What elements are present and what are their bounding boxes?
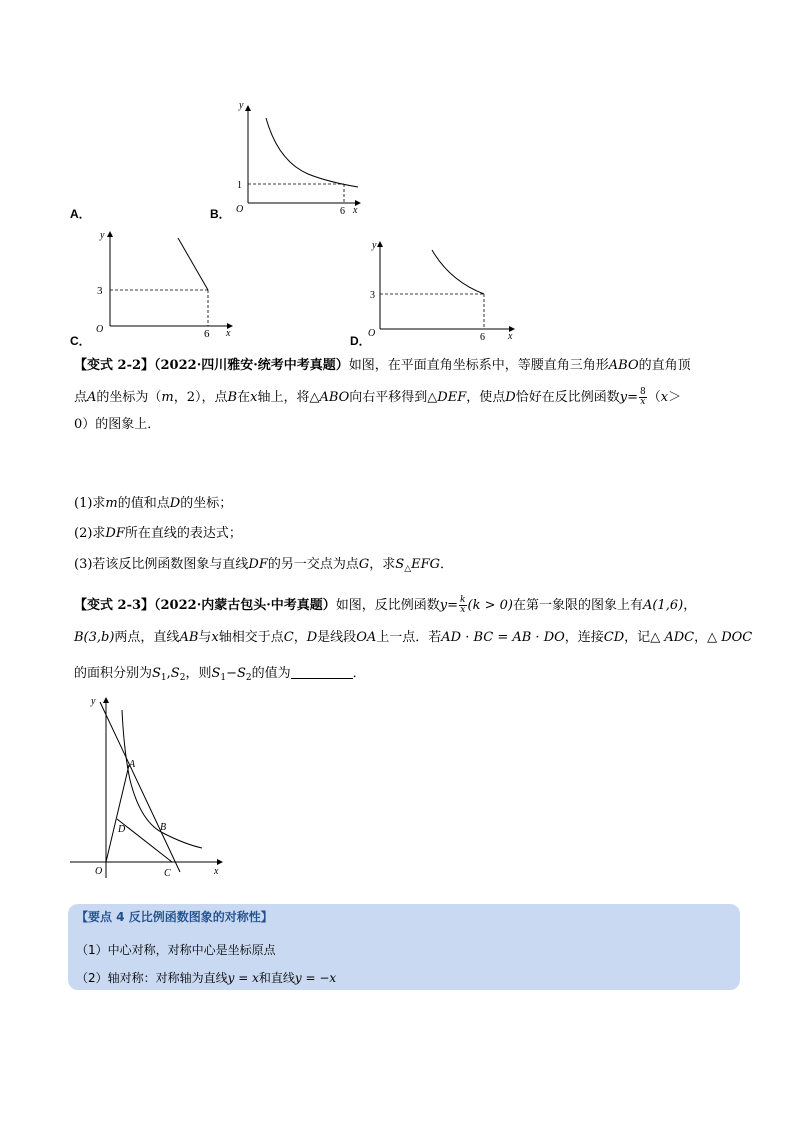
math-x: x (250, 390, 258, 405)
option-c-label: C． (70, 334, 91, 348)
text: ，求 (369, 557, 396, 572)
math-sub: 2 (245, 673, 252, 683)
variant-2-3-tag: 【变式 2-3】 (74, 598, 155, 613)
question-3 (74, 555, 744, 579)
text: 两点，直线 (114, 630, 180, 645)
option-a-label: A． (70, 207, 91, 221)
text: 的坐标为（ (96, 390, 162, 405)
text: ，2），点 (173, 390, 228, 405)
text: ，则 (185, 666, 212, 681)
graph-b-curve (266, 118, 358, 187)
text: ． (352, 666, 366, 681)
graph-c-x-label: x (226, 328, 231, 338)
variant-2-3-line1 (74, 596, 744, 616)
option-b-label: B． (210, 207, 231, 221)
math-x: x (660, 390, 669, 405)
math-abo: ABO (319, 390, 350, 405)
graph-c-y-label: y (100, 230, 105, 241)
text: ，记 (624, 630, 651, 645)
math-oa: OA (356, 630, 377, 645)
text: 恰好在反比例函数 (515, 390, 620, 405)
math-s: S (237, 666, 246, 681)
point-d-label: D (118, 824, 126, 835)
graph-e-origin: O (95, 866, 103, 877)
text: 如图，在平面直角坐标系中，等腰直角三角形 (348, 358, 609, 373)
math-y-eq-x: y = x (227, 971, 259, 985)
math-abo: ABO (608, 358, 639, 373)
graph-d (360, 236, 520, 340)
variant-2-3-source: （2022·内蒙古包头·中考真题） (154, 598, 336, 613)
keypoint-line-2 (76, 969, 336, 986)
math-s: S (170, 666, 180, 681)
math-a: A (87, 390, 97, 405)
point-c-label: C (164, 868, 171, 879)
math-c: C (283, 630, 294, 645)
text: (1)求 (74, 496, 106, 511)
frac-num: 8 (639, 387, 646, 397)
math-sub: 2 (179, 673, 186, 683)
math-def: DEF (437, 390, 467, 405)
math-cd: CD (603, 630, 625, 645)
graph-b-x-label: x (353, 205, 358, 216)
math-s: S (152, 666, 161, 681)
text: ， (293, 630, 307, 645)
math-m: m (161, 390, 174, 405)
text: ， (683, 598, 697, 613)
fraction-k-over-x (459, 596, 466, 615)
text: 在 (237, 390, 251, 405)
question-1 (74, 494, 744, 514)
frac-den: x (460, 605, 466, 615)
answer-blank[interactable] (291, 666, 353, 679)
text: 的面积分别为 (74, 666, 153, 681)
question-2 (74, 524, 744, 544)
math-condition: (k > 0) (467, 598, 513, 613)
line-ab (100, 702, 180, 872)
segment-oa (106, 765, 129, 862)
math-y: y (619, 390, 628, 405)
graph-d-tick-x: 6 (480, 332, 485, 340)
graph-d-x-label: x (508, 331, 513, 340)
graph-e-x-label: x (214, 866, 219, 877)
text: , (166, 666, 171, 681)
variant-2-3-line3 (74, 664, 744, 688)
text: 向右平移得到△ (349, 390, 438, 405)
math-efg: EFG (411, 557, 441, 572)
point-b-label: B (160, 822, 167, 833)
option-d-label: D． (350, 334, 371, 348)
math-minus: − (226, 666, 237, 681)
graph-d-tick-y: 3 (370, 290, 375, 301)
math-y: y (439, 598, 448, 613)
math-y-eq-neg-x: y = −x (294, 971, 337, 985)
keypoint-line-1: （1）中心对称，对称中心是坐标原点 (76, 943, 276, 957)
text: ． (440, 557, 454, 572)
math-sub: 1 (220, 673, 227, 683)
graph-c-tick-y: 3 (97, 285, 103, 297)
text: （ (647, 390, 661, 405)
text: 的另一交点为点 (267, 557, 359, 572)
math-eq: = (447, 598, 459, 613)
graph-d-origin: O (368, 328, 376, 339)
graph-b-tick-x: 6 (340, 206, 345, 217)
math-eq: = (627, 390, 638, 405)
math-s: S (211, 666, 221, 681)
variant-2-2-tag: 【变式 2-2】 (74, 358, 155, 373)
text: 所在直线的表达式； (124, 526, 242, 541)
frac-den: x (640, 397, 646, 407)
variant-2-2-line1 (74, 356, 744, 376)
text: 点 (74, 390, 88, 405)
math-b: B (227, 390, 238, 405)
fraction-8-over-x (639, 388, 647, 407)
graph-b-tick-y: 1 (237, 180, 242, 191)
graph-e-y-label: y (91, 696, 96, 707)
text: 的坐标； (180, 496, 233, 511)
math-triangle-doc: △ DOC (707, 630, 753, 645)
graph-variant-2-3 (66, 692, 230, 882)
text: ，使点 (466, 390, 506, 405)
text: 是线段 (317, 630, 357, 645)
math-d: D (505, 390, 516, 405)
math-df: DF (248, 557, 268, 572)
text: 的值和点 (117, 496, 170, 511)
keypoint-title: 【要点 4 反比例函数图象的对称性】 (76, 910, 273, 924)
math-sub-triangle: △ (404, 564, 412, 574)
graph-c (90, 226, 240, 338)
text: 上一点．若 (376, 630, 442, 645)
math-x: x (211, 630, 219, 645)
graph-b-origin: O (236, 204, 244, 215)
text: 如图，反比例函数 (335, 598, 440, 613)
math-point-a: A(1,6) (642, 598, 684, 613)
text: (3)若该反比例函数图象与直线 (74, 557, 249, 572)
text: ＞ (668, 390, 682, 405)
math-equation: AD · BC = AB · DO (441, 630, 565, 645)
text: 与 (198, 630, 212, 645)
math-g: G (358, 557, 370, 572)
text: ，连接 (564, 630, 604, 645)
variant-2-3-line2 (74, 628, 753, 648)
frac-num: k (460, 595, 466, 605)
math-ab: AB (179, 630, 199, 645)
math-s: S (395, 557, 405, 572)
math-df: DF (105, 526, 125, 541)
variant-2-2-line2 (74, 388, 744, 408)
graph-b (228, 96, 368, 220)
math-d: D (169, 496, 181, 511)
text: （2）轴对称：对称轴为直线 (76, 971, 228, 985)
text: 的直角顶 (638, 358, 691, 373)
graph-c-line (178, 238, 208, 290)
point-a-label: A (129, 759, 136, 770)
graph-c-origin: O (96, 324, 104, 335)
variant-2-2-source: （2022·四川雅安·统考中考真题） (154, 358, 349, 373)
text: 和直线 (258, 971, 295, 985)
text: 轴相交于点 (218, 630, 284, 645)
text: 的值为 (251, 666, 291, 681)
math-sub: 1 (160, 673, 167, 683)
graph-d-curve (432, 250, 484, 294)
math-d: D (306, 630, 318, 645)
math-point-b: B(3,b) (74, 630, 115, 645)
text: (2)求 (74, 526, 106, 541)
graph-b-y-label: y (239, 100, 244, 111)
math-triangle-adc: △ ADC (650, 630, 695, 645)
text: 轴上，将△ (257, 390, 320, 405)
graph-d-y-label: y (372, 240, 377, 251)
text: ， (694, 630, 708, 645)
keypoint-box (68, 904, 740, 990)
graph-c-tick-x: 6 (204, 328, 210, 338)
text: 在第一象限的图象上有 (512, 598, 643, 613)
math-m: m (105, 496, 118, 511)
variant-2-2-line3: 0）的图象上． (74, 417, 161, 432)
